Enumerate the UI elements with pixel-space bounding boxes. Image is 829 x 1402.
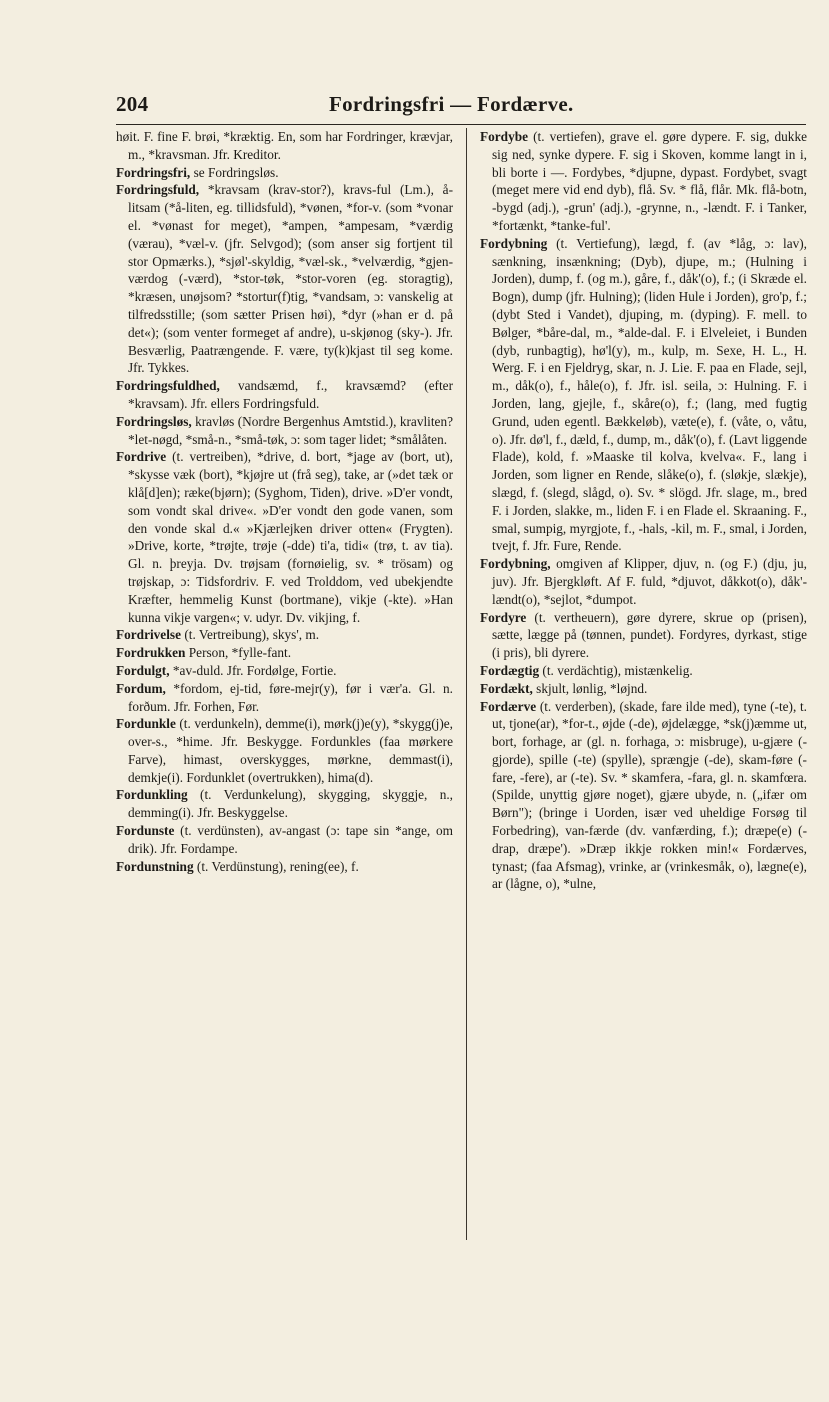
dictionary-entry bbox=[116, 164, 453, 182]
entry-text: (t. vertiefen), grave el. gøre dypere. F. sig, dukke sig ned, synke dypere. F. sig i Skoven, komme langt in i, bli borte i —. Fordybes, *djupne, dypast. Fordybet, svagt (meget mere vid end dyb), flå. Sv. * flå, flår. Mk. flå-botn, -bygd (adj.), -grun' (adj.), -grynne, n., -lændt. F. i Tanker, *fortænkt, *tanke-ful'. bbox=[492, 129, 807, 233]
dictionary-entry bbox=[480, 555, 807, 608]
right-column bbox=[480, 128, 807, 1240]
dictionary-entry bbox=[480, 662, 807, 680]
dictionary-entry bbox=[116, 822, 453, 858]
entry-text: *kravsam (krav-stor?), kravs-ful (Lm.), å-litsam (*å-liten, eg. tillidsfuld), *vønen, *for-v. (som *vonar el. *vønast for meget), *ampen, *ampesam, *værdig (værau), *væl-v. (jfr. Selvgod); (som anser sig fortjent til stor Opmærks.), *sjøl'-skyldig, *væl-sk., *velværdig, *gjen-værdog (-værd), *stor-tøk, *stor-voren (eg. storagtig), *kræsen, unøjsom? *stortur(f)tig, *vandsam, ɔ: vanskelig at tilfredsstille; (som sætter Prisen høi), *dyr (»han er d. på det«); (som venter formeget af andre), u-skjønog (sky-). Jfr. Besværlig, Paatrængende. F. være, ty(k)kjast til seg kome. Jfr. Tykkes. bbox=[128, 182, 453, 376]
dictionary-entry bbox=[480, 698, 807, 894]
dictionary-entry bbox=[116, 448, 453, 626]
entry-text: (t. vertheuern), gøre dyrere, skrue op (prisen), sætte, lægge på (tønnen, pundet). Fordyres, dyrkast, stige (i pris), bli dyrere. bbox=[492, 609, 807, 661]
dictionary-entry bbox=[116, 662, 453, 680]
entry-headword: Fordringsfuld, bbox=[116, 182, 200, 198]
entry-headword: Fordringsløs, bbox=[116, 413, 192, 429]
entry-text: kravløs (Nordre Bergenhus Amtstid.), kravliten? *let-nøgd, *små-n., *små-tøk, ɔ: som tager lidet; *smålåten. bbox=[128, 413, 453, 447]
entry-headword: Fordærve bbox=[480, 698, 537, 714]
page-number: 204 bbox=[116, 92, 149, 116]
entry-headword: Fordunstning bbox=[116, 858, 194, 874]
dictionary-entry bbox=[116, 128, 453, 164]
entry-text: (t. Vertreibung), skys', m. bbox=[184, 627, 320, 643]
entry-text: se Fordringsløs. bbox=[193, 164, 279, 180]
dictionary-entry bbox=[116, 181, 453, 377]
entry-headword: Fordringsfri, bbox=[116, 164, 191, 180]
entry-headword: Fordrivelse bbox=[116, 627, 181, 643]
running-title: Fordringsfri — Fordærve. bbox=[329, 92, 574, 116]
entry-text: Person, *fylle-fant. bbox=[188, 645, 292, 661]
dictionary-entry bbox=[116, 786, 453, 822]
entry-headword: Fordybe bbox=[480, 129, 529, 144]
entry-headword: Fordunste bbox=[116, 823, 175, 839]
entry-headword: Fordrive bbox=[116, 449, 167, 465]
left-column bbox=[116, 128, 453, 1240]
dictionary-entry bbox=[480, 680, 807, 698]
entry-text: (t. verdächtig), mistænkelig. bbox=[542, 662, 693, 678]
entry-text: (t. verdunkeln), demme(i), mørk(j)e(y), *skygg(j)e, over-s., *hime. Jfr. Beskygge. Fordunkles (faa mørkere Farve), himast, overskygges, mørkne, demmast(i), demkje(i). Fordunklet (overtrukken), hima(d). bbox=[128, 716, 453, 785]
dictionary-entry bbox=[116, 715, 453, 786]
entry-headword: Fordulgt, bbox=[116, 662, 170, 678]
entry-headword: Fordyre bbox=[480, 609, 527, 625]
dictionary-entry bbox=[116, 377, 453, 413]
column-divider bbox=[466, 128, 467, 1240]
entry-headword: Fordum, bbox=[116, 680, 166, 696]
dictionary-entry bbox=[480, 128, 807, 235]
dictionary-entry bbox=[480, 235, 807, 555]
entry-text: *fordom, ej-tid, føre-mejr(y), før i vær'a. Gl. n. forðum. Jfr. Forhen, Før. bbox=[128, 680, 453, 714]
entry-headword: Fordækt, bbox=[480, 680, 533, 696]
entry-text: vandsæmd, f., kravsæmd? (efter *kravsam). Jfr. ellers Fordringsfuld. bbox=[128, 378, 453, 411]
entry-text: skjult, lønlig, *løjnd. bbox=[536, 680, 648, 696]
entry-text: (t. verderben), (skade, fare ilde med), tyne (-te), t. ut, tjone(ar), *for-t., øjde (-de), øjdelægge, *sk(j)æmme ut, bort, forhage, ar (gl. n. forhaga, ɔ: misbruge), u-gjære (-gjorde), spille (-te) (spylle), sprængje (-de), skam-føre (-fare, -fere), ar (-te). Sv. * skamfera, -fara, gl. n. skamfœra. (Spilde, unyttig gjøre noget), gjære ubyde, n. („ifær om Børn"); (bringe i Uorden, især ved uheldige Forsøg til Forbedring), van-færde (dv. vanfærding, f.); dræpe(e) (-drap, dræpe'). »Dræp ikkje rokken min!« Fordærves, tynast; (faa Afsmag), vrinke, ar (vrinkesmåk, o), lægne(e), ar (lågne, o), *ulne, bbox=[492, 698, 807, 892]
entry-headword: Fordunkling bbox=[116, 787, 188, 803]
entry-text: (t. Verdunkelung), skygging, skyggje, n., demming(i). Jfr. Beskyggelse. bbox=[128, 787, 453, 821]
entry-text: *av-duld. Jfr. Fordølge, Fortie. bbox=[172, 662, 337, 678]
entry-text: omgiven af Klipper, djuv, n. (og F.) (dju, ju, juv). Jfr. Bjergkløft. Af F. fuld, *djuvot, dåkkot(o), dåk'-lændt(o), *sejlot, *dumpot. bbox=[492, 556, 807, 607]
entry-headword: Fordrukken bbox=[116, 645, 186, 661]
entry-headword: Fordringsfuldhed, bbox=[116, 378, 220, 394]
entry-headword: Fordybning, bbox=[480, 556, 551, 572]
entry-text: (t. Vertiefung), lægd, f. (av *låg, ɔ: lav), sænkning, insænkning; (Dyb), djupe, m.; (Hulning i Jorden), dump, f. (og m.), gåre, f., dåk'(o), f.; (i Skræde el. Bogn), dump (jfr. Hulning); (liden Hule i Jorden), gro'p, f.; (dybt Sted i Vandet), djuping, m. (dyping). F. mell. to Bølger, *båre-dal, m., *alde-dal. F. i Elveleiet, i Bunden (dyb, runbagtig), hø'l(y), m., kulp, m. Sexe, H. L., H. Werg. F. i en Fjeldryg, skar, n. J. Lie. F. paa en Flade, sejl, m., dåk(o), f., håle(o), f. Jfr. isl. seila, ɔ: Hulning. F. i Jorden, lang, gjejle, f., skåre(o), f.; (lang, med fugtig Grund, uden egentl. Bækkeløb), væte(e), f. (våte, o, våtu, o). Jfr. dø'l, f., dæld, f., dump, m., dåk'(o), f. (Lavt liggende Flade), kold, f. »Maaske til kolva, kvelva«. F., lang i Jorden, som ligner en Rende, slåke(o), f. (sløkje, slækje), slægd, f. (slegd, slågd, o). Sv. * slögd. Jfr. slage, m., bred F. i Jorden, slakke, m., liden F. i en Flade el. Skraaning. F., smal, sumpig, myrgjote, f., -hals, -kil, m. F., smal, i Jorden, tvejt, f. Jfr. Fure, Rende. bbox=[492, 235, 807, 554]
entry-text: høit. F. fine F. brøi, *kræktig. En, som har Fordringer, krævjar, m., *kravsman. Jfr. Kreditor. bbox=[116, 129, 453, 162]
dictionary-entry bbox=[480, 609, 807, 662]
dictionary-entry bbox=[116, 644, 453, 662]
entry-text: (t. vertreiben), *drive, d. bort, *jage av (bort, ut), *skysse væk (bort), *kjøjre ut (frå seg), take, ar (»det tæk or klå[d]en); ræke(bjørn); (Syghom, Tiden), drive. »D'er vondt, som vondt skal drive«. »D'er vondt den gode vanen, som den vonde skal d.« »Kjærlejken driver otten« (Frygten). »Drive, korte, *trøjte, trøje (-dde) ti'a, tidi« (trø, t. av tia). Gl. n. þreyja. Dv. trøjsam (fornøielig, sv. * trösam) og trøjskap, ɔ: Tidsfordriv. F. ved Trolddom, ved ubekjendte Kræfter, hemmelig Kunst (bortmane), vikje (-kte). »Han kunna vikje vargen«; v. udyr. Dv. vikjing, f. bbox=[128, 449, 453, 625]
entry-headword: Fordunkle bbox=[116, 716, 176, 732]
entry-headword: Fordybning bbox=[480, 235, 548, 251]
dictionary-entry bbox=[116, 626, 453, 644]
entry-headword: Fordægtig bbox=[480, 662, 540, 678]
page-header bbox=[116, 92, 806, 125]
dictionary-entry bbox=[116, 858, 453, 876]
dictionary-entry bbox=[116, 680, 453, 716]
entry-text: (t. verdünsten), av-angast (ɔ: tape sin *ange, om drik). Jfr. Fordampe. bbox=[128, 823, 453, 856]
entry-text: (t. Verdünstung), rening(ee), f. bbox=[196, 858, 359, 874]
dictionary-entry bbox=[116, 413, 453, 449]
